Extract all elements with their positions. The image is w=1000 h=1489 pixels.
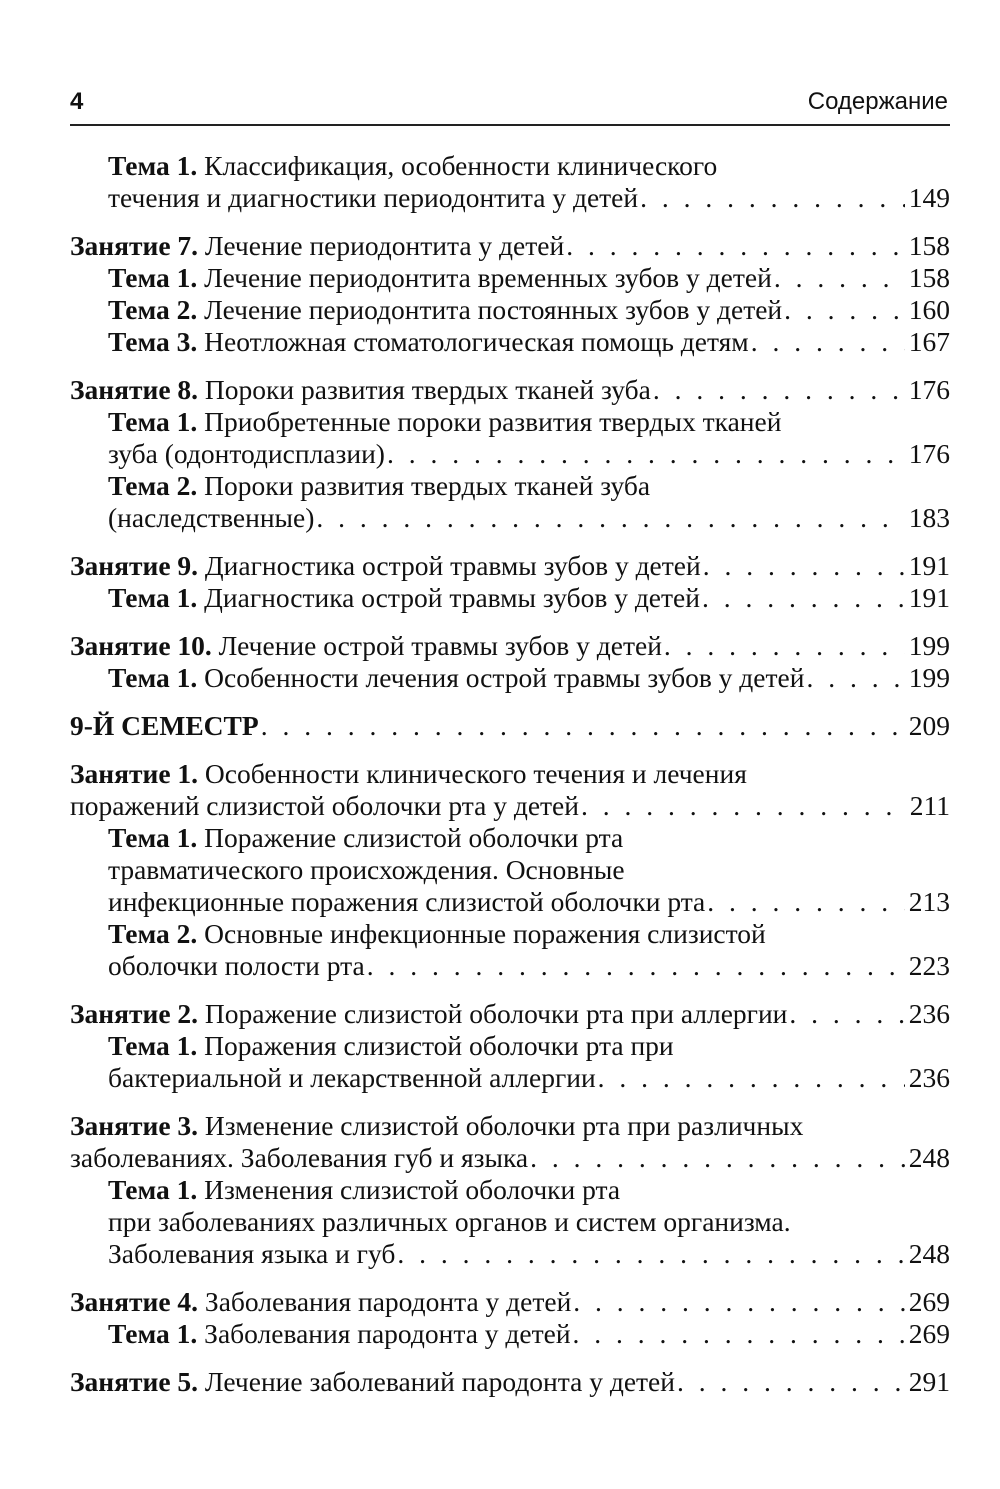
dot-leader [677, 1366, 905, 1398]
entry-page: 176 [908, 374, 950, 405]
dot-leader [598, 1062, 905, 1094]
page-header [70, 86, 950, 126]
entry-page: 236 [908, 998, 950, 1029]
entry-text: Неотложная стоматологическая помощь детям [204, 326, 749, 357]
entry-text: течения и диагностики периодонтита у детей [108, 182, 639, 213]
toc-entry-lesson [70, 1110, 950, 1174]
entry-text: Диагностика острой травмы зубов у детей [204, 550, 701, 581]
entry-label: Тема 1. [108, 582, 198, 613]
toc-entry-semester [70, 710, 950, 742]
dot-leader [789, 998, 904, 1030]
entry-label: Тема 1. [108, 822, 198, 853]
toc-entry-lesson [70, 758, 950, 822]
entry-text: зуба (одонтодисплазии) [108, 438, 385, 469]
entry-label: Тема 1. [108, 662, 198, 693]
entry-label: Тема 2. [108, 918, 198, 949]
entry-text: (наследственные) [108, 502, 315, 533]
entry-text-first-line: Поражения слизистой оболочки рта при [204, 1030, 674, 1061]
dot-leader [581, 790, 906, 822]
entry-text-first-line: Пороки развития твердых тканей зуба [204, 470, 651, 501]
dot-leader [387, 438, 905, 470]
entry-page: 269 [908, 1318, 950, 1349]
entry-page: 248 [908, 1238, 950, 1269]
dot-leader [367, 950, 905, 982]
dot-leader [530, 1142, 905, 1174]
entry-text: Диагностика острой травмы зубов у детей [204, 582, 700, 613]
dot-leader [573, 1318, 905, 1350]
entry-text-second-line: при заболеваниях различных органов и систем организма. [108, 1206, 791, 1237]
entry-page: 211 [909, 790, 950, 821]
entry-label: Занятие 5. [70, 1366, 199, 1397]
entry-page: 149 [908, 182, 950, 213]
dot-leader [640, 182, 905, 214]
entry-text: оболочки полости рта [108, 950, 365, 981]
entry-text: Поражение слизистой оболочки рта при аллергии [204, 998, 788, 1029]
toc-entry-topic [70, 1318, 950, 1350]
entry-page: 158 [908, 262, 950, 293]
toc-entry-lesson [70, 1366, 950, 1398]
entry-label: Тема 1. [108, 262, 198, 293]
entry-label: Занятие 3. [70, 1110, 199, 1141]
entry-label: Занятие 10. [70, 630, 212, 661]
running-title: Содержание [807, 88, 948, 115]
toc-entry-lesson [70, 230, 950, 262]
entry-text: заболеваниях. Заболевания губ и языка [70, 1142, 529, 1173]
toc-entry-topic [70, 470, 950, 534]
table-of-contents [70, 150, 950, 1398]
dot-leader [573, 1286, 904, 1318]
entry-label: Тема 1. [108, 1174, 198, 1205]
dot-leader [774, 262, 905, 294]
entry-page: 191 [908, 550, 950, 581]
entry-text-first-line: Приобретенные пороки развития твердых тканей [204, 406, 782, 437]
entry-text: Лечение периодонтита у детей [204, 230, 565, 261]
entry-text-first-line: Особенности клинического течения и лечения [204, 758, 747, 789]
dot-leader [261, 710, 905, 742]
entry-text-second-line: травматического происхождения. Основные [108, 854, 625, 885]
dot-leader [751, 326, 905, 358]
entry-text-first-line: Изменения слизистой оболочки рта [204, 1174, 621, 1205]
entry-label: Занятие 2. [70, 998, 199, 1029]
entry-label: Занятие 4. [70, 1286, 199, 1317]
entry-text: Заболевания языка и губ [108, 1238, 396, 1269]
dot-leader [707, 886, 904, 918]
entry-label: 9-Й СЕМЕСТР [70, 710, 259, 741]
entry-text-first-line: Изменение слизистой оболочки рта при различных [204, 1110, 804, 1141]
entry-text: поражений слизистой оболочки рта у детей [70, 790, 579, 821]
toc-entry-topic [70, 406, 950, 470]
entry-page: 199 [908, 662, 950, 693]
entry-label: Тема 2. [108, 294, 198, 325]
entry-page: 269 [908, 1286, 950, 1317]
toc-entry-lesson [70, 630, 950, 662]
entry-page: 213 [908, 886, 950, 917]
toc-entry-topic [70, 294, 950, 326]
toc-entry-lesson [70, 374, 950, 406]
entry-page: 167 [908, 326, 950, 357]
dot-leader [316, 502, 904, 534]
entry-page: 291 [908, 1366, 950, 1397]
entry-page: 176 [908, 438, 950, 469]
entry-text-first-line: Классификация, особенности клинического [204, 150, 718, 181]
entry-text: Лечение острой травмы зубов у детей [218, 630, 662, 661]
entry-text: Пороки развития твердых тканей зуба [204, 374, 651, 405]
entry-label: Занятие 9. [70, 550, 199, 581]
toc-entry-lesson [70, 550, 950, 582]
entry-page: 158 [908, 230, 950, 261]
entry-page: 199 [908, 630, 950, 661]
entry-page: 209 [908, 710, 950, 741]
entry-page: 160 [908, 294, 950, 325]
entry-label: Занятие 7. [70, 230, 199, 261]
entry-page: 248 [908, 1142, 950, 1173]
toc-entry-topic [70, 918, 950, 982]
entry-page: 236 [908, 1062, 950, 1093]
dot-leader [566, 230, 905, 262]
entry-text: бактериальной и лекарственной аллергии [108, 1062, 596, 1093]
toc-entry-lesson [70, 998, 950, 1030]
dot-leader [653, 374, 905, 406]
toc-entry-topic [70, 582, 950, 614]
entry-label: Тема 1. [108, 150, 198, 181]
toc-entry-topic [70, 822, 950, 918]
toc-entry-topic [70, 262, 950, 294]
entry-page: 191 [908, 582, 950, 613]
entry-label: Тема 2. [108, 470, 198, 501]
entry-text: Лечение периодонтита постоянных зубов у детей [204, 294, 783, 325]
dot-leader [664, 630, 905, 662]
dot-leader [397, 1238, 904, 1270]
entry-text: Заболевания пародонта у детей [204, 1286, 572, 1317]
toc-entry-topic [70, 1174, 950, 1270]
entry-label: Тема 1. [108, 1318, 198, 1349]
entry-text: Особенности лечения острой травмы зубов у детей [204, 662, 805, 693]
entry-label: Тема 3. [108, 326, 198, 357]
entry-label: Тема 1. [108, 406, 198, 437]
entry-text: инфекционные поражения слизистой оболочки рта [108, 886, 706, 917]
toc-entry-topic [70, 150, 950, 214]
entry-label: Занятие 1. [70, 758, 199, 789]
entry-text: Лечение периодонтита временных зубов у детей [204, 262, 772, 293]
toc-entry-lesson [70, 1286, 950, 1318]
entry-page: 183 [908, 502, 950, 533]
entry-page: 223 [908, 950, 950, 981]
entry-text: Лечение заболеваний пародонта у детей [204, 1366, 675, 1397]
dot-leader [784, 294, 905, 326]
dot-leader [702, 582, 905, 614]
page-number: 4 [70, 88, 84, 115]
entry-text-first-line: Поражение слизистой оболочки рта [204, 822, 624, 853]
toc-entry-topic [70, 1030, 950, 1094]
entry-text: Заболевания пародонта у детей [204, 1318, 571, 1349]
dot-leader [703, 550, 905, 582]
entry-label: Занятие 8. [70, 374, 199, 405]
dot-leader [806, 662, 904, 694]
toc-entry-topic [70, 326, 950, 358]
entry-text-first-line: Основные инфекционные поражения слизистой [204, 918, 766, 949]
toc-entry-topic [70, 662, 950, 694]
entry-label: Тема 1. [108, 1030, 198, 1061]
